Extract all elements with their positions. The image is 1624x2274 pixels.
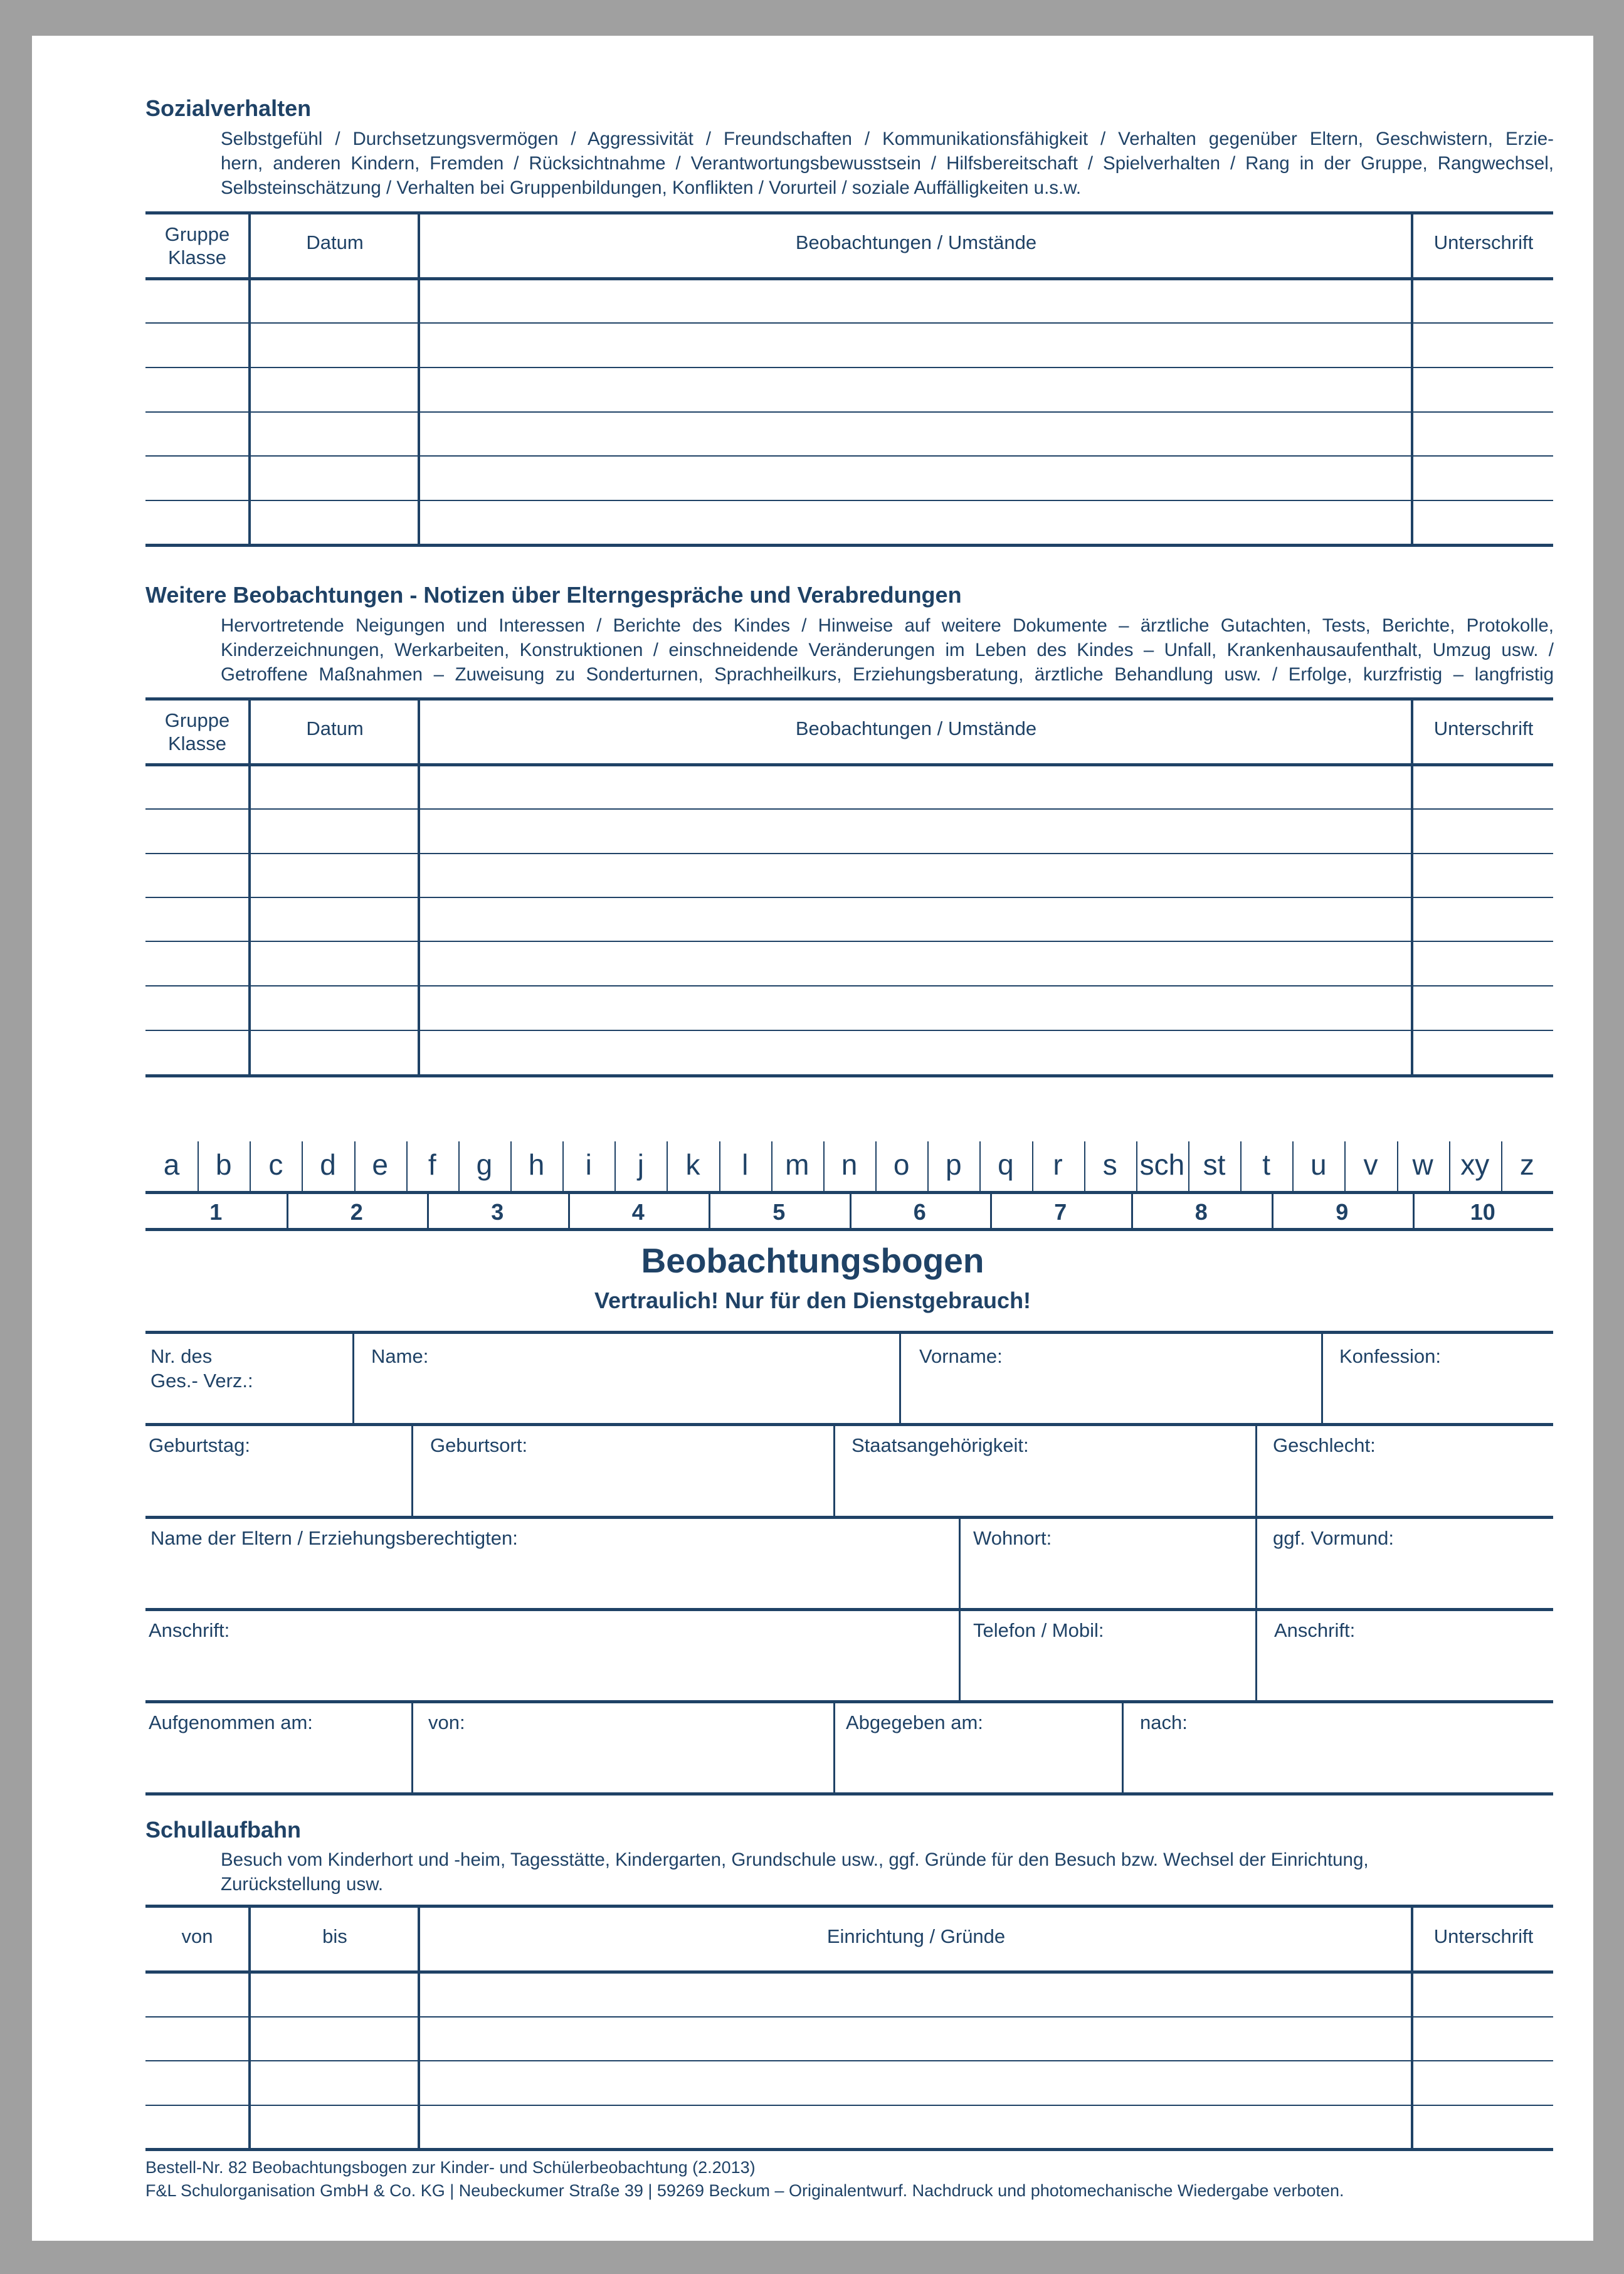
form-row-border — [145, 1792, 1553, 1795]
field-label-abgegeben: Abgegeben am: — [846, 1711, 983, 1733]
number-divider — [709, 1193, 710, 1229]
description-line: Zurückstellung usw. — [221, 1874, 384, 1895]
letter-divider — [406, 1141, 408, 1192]
nach-field[interactable] — [1124, 1703, 1553, 1792]
index-number: 1 — [209, 1199, 223, 1225]
index-letter: r — [1053, 1148, 1063, 1181]
section-title-weitere-beobachtungen: Weitere Beobachtungen - Notizen über Elterngespräche und Verabredungen — [145, 582, 962, 608]
index-letter: u — [1310, 1148, 1327, 1181]
col-header-von: von — [181, 1925, 213, 1947]
telefon-field[interactable] — [961, 1611, 1255, 1700]
table-bottom-border — [145, 1074, 1553, 1077]
number-divider — [1413, 1193, 1415, 1229]
index-number: 8 — [1194, 1199, 1208, 1225]
index-letter: o — [893, 1148, 910, 1181]
field-label-nr: Nr. des Ges.- Verz.: — [150, 1345, 253, 1392]
letter-divider — [1240, 1141, 1242, 1192]
number-divider — [287, 1193, 288, 1229]
col-header-beobachtungen: Beobachtungen / Umstände — [795, 231, 1037, 253]
index-letter: d — [320, 1148, 336, 1181]
field-label-geburtstag: Geburtstag: — [149, 1434, 250, 1456]
description-line: Getroffene Maßnahmen – Zuweisung zu Sonderturnen, Sprachheilkurs, Erziehungsberatung, ärztliche Behandlung usw. / Erfolge, kurzfristig – langfristig — [221, 664, 1554, 685]
form-subtitle: Vertraulich! Nur für den Dienstgebrauch! — [594, 1288, 1031, 1313]
letter-divider — [1292, 1141, 1294, 1192]
letter-divider — [979, 1141, 981, 1192]
index-letter: c — [268, 1148, 283, 1181]
weitere-description — [221, 613, 1554, 687]
description-line: Besuch vom Kinderhort und -heim, Tagesstätte, Kindergarten, Grundschule usw., ggf. Gründe für den Besuch bzw. Wechsel der Einrichtung, — [221, 1849, 1369, 1870]
index-letter: s — [1102, 1148, 1117, 1181]
letter-divider — [667, 1141, 668, 1192]
wohnort-field[interactable] — [961, 1519, 1255, 1608]
field-label-staatsangehoerigkeit: Staatsangehörigkeit: — [852, 1434, 1029, 1456]
index-letter: xy — [1460, 1148, 1490, 1181]
index-letter: sch — [1139, 1148, 1185, 1181]
letter-divider — [1084, 1141, 1085, 1192]
col-header-datum: Datum — [306, 231, 364, 253]
index-number: 6 — [913, 1199, 926, 1225]
description-line: Kinderzeichnungen, Werkarbeiten, Konstruktionen / einschneidende Veränderungen im Leben des Kindes – Unfall, Krankenhausaufenthalt, Umzug usw. / — [221, 640, 1554, 660]
sozialverhalten-description — [221, 127, 1554, 200]
field-label-name: Name: — [371, 1345, 429, 1367]
letter-divider — [1449, 1141, 1450, 1192]
index-letter: st — [1203, 1148, 1226, 1181]
eltern-field[interactable] — [145, 1519, 959, 1608]
index-letter: n — [841, 1148, 858, 1181]
geburtstag-field[interactable] — [145, 1426, 411, 1516]
col-header-unterschrift: Unterschrift — [1433, 1925, 1534, 1947]
letter-divider — [1344, 1141, 1346, 1192]
vorname-field[interactable] — [901, 1334, 1321, 1423]
field-label-geschlecht: Geschlecht: — [1273, 1434, 1376, 1456]
index-letter: a — [163, 1148, 180, 1181]
index-letter: z — [1519, 1148, 1534, 1181]
letter-divider — [1188, 1141, 1189, 1192]
anschrift-vormund-field[interactable] — [1257, 1611, 1553, 1700]
index-number: 9 — [1336, 1199, 1349, 1225]
col-header-unterschrift: Unterschrift — [1433, 717, 1534, 739]
number-divider — [427, 1193, 429, 1229]
field-label-anschrift: Anschrift: — [149, 1619, 230, 1641]
section-title-schullaufbahn: Schullaufbahn — [145, 1817, 302, 1843]
field-label-telefon: Telefon / Mobil: — [973, 1619, 1104, 1641]
geschlecht-field[interactable] — [1257, 1426, 1553, 1516]
index-letter: b — [215, 1148, 232, 1181]
schullaufbahn-entry-area[interactable] — [145, 1974, 1553, 2148]
index-letter: w — [1412, 1148, 1433, 1181]
index-number: 5 — [772, 1199, 786, 1225]
index-letter: j — [637, 1148, 645, 1181]
col-header-gruppe-klasse: Gruppe Klasse — [164, 223, 230, 268]
abgegeben-field[interactable] — [835, 1703, 1122, 1792]
number-divider — [990, 1193, 992, 1229]
index-letter: e — [372, 1148, 388, 1181]
letter-divider — [458, 1141, 460, 1192]
konfession-field[interactable] — [1323, 1334, 1553, 1423]
col-header-unterschrift: Unterschrift — [1433, 231, 1534, 253]
index-letter: g — [476, 1148, 493, 1181]
number-divider — [1131, 1193, 1133, 1229]
letter-divider — [510, 1141, 512, 1192]
vormund-field[interactable] — [1257, 1519, 1553, 1608]
field-label-eltern: Name der Eltern / Erziehungsberechtigten: — [150, 1527, 518, 1549]
nr-ges-verz-field[interactable] — [145, 1334, 352, 1423]
number-divider — [1272, 1193, 1273, 1229]
letter-divider — [719, 1141, 720, 1192]
letter-divider — [1397, 1141, 1398, 1192]
description-line: Selbsteinschätzung / Verhalten bei Gruppenbildungen, Konflikten / Vorurteil / soziale Auffälligkeiten u.s.w. — [221, 177, 1082, 198]
schullaufbahn-description — [221, 1848, 1554, 1896]
footer-order-number: Bestell-Nr. 82 Beobachtungsbogen zur Kinder- und Schülerbeobachtung (2.2013) — [145, 2158, 756, 2177]
description-line: Selbstgefühl / Durchsetzungsvermögen / Aggressivität / Freundschaften / Kommunikationsfähigkeit / Verhalten gegenüber Eltern, Geschwistern, Erzie- — [221, 129, 1554, 149]
staatsangehoerigkeit-field[interactable] — [835, 1426, 1255, 1516]
letter-divider — [927, 1141, 929, 1192]
index-letter: p — [945, 1148, 962, 1181]
von-field[interactable] — [413, 1703, 833, 1792]
number-divider — [850, 1193, 852, 1229]
section-title-sozialverhalten: Sozialverhalten — [145, 95, 312, 121]
col-header-datum: Datum — [306, 717, 364, 739]
index-letter: f — [428, 1148, 436, 1181]
field-label-geburtsort: Geburtsort: — [430, 1434, 528, 1456]
letter-divider — [823, 1141, 825, 1192]
aufgenommen-field[interactable] — [145, 1703, 411, 1792]
letter-divider — [250, 1141, 251, 1192]
description-line: hern, anderen Kindern, Fremden / Rücksichtnahme / Verantwortungsbewusstsein / Hilfsbereitschaft / Spielverhalten / Rang in der Gruppe, Rangwechsel, — [221, 153, 1554, 174]
index-number: 3 — [491, 1199, 504, 1225]
index-letter: v — [1363, 1148, 1378, 1181]
number-divider — [568, 1193, 570, 1229]
index-letter: m — [785, 1148, 809, 1181]
col-header-einrichtung: Einrichtung / Gründe — [826, 1925, 1006, 1947]
index-number: 4 — [631, 1199, 645, 1225]
index-letter: l — [742, 1148, 749, 1181]
field-label-konfession: Konfession: — [1339, 1345, 1441, 1367]
index-number: 10 — [1470, 1199, 1495, 1225]
index-letter: h — [528, 1148, 545, 1181]
letter-divider — [1136, 1141, 1137, 1192]
name-field[interactable] — [354, 1334, 899, 1423]
letter-divider — [302, 1141, 303, 1192]
index-letter: t — [1262, 1148, 1271, 1181]
letter-divider — [875, 1141, 877, 1192]
weitere-entry-area[interactable] — [145, 766, 1553, 1074]
field-label-vormund: ggf. Vormund: — [1273, 1527, 1395, 1549]
letter-divider — [198, 1141, 199, 1192]
table-bottom-border — [145, 544, 1553, 547]
field-label-vorname: Vorname: — [919, 1345, 1003, 1367]
table-bottom-border — [145, 2148, 1553, 2151]
field-label-wohnort: Wohnort: — [973, 1527, 1052, 1549]
letter-divider — [354, 1141, 356, 1192]
col-header-beobachtungen: Beobachtungen / Umstände — [795, 717, 1037, 739]
letter-divider — [771, 1141, 772, 1192]
form-title: Beobachtungsbogen — [641, 1241, 984, 1280]
col-header-bis: bis — [322, 1925, 347, 1947]
footer-publisher: F&L Schulorganisation GmbH & Co. KG | Neubeckumer Straße 39 | 59269 Beckum – Originalentwurf. Nachdruck und photomechanische Wiedergabe verboten. — [145, 2181, 1344, 2200]
geburtsort-field[interactable] — [413, 1426, 833, 1516]
letter-divider — [562, 1141, 564, 1192]
field-label-aufgenommen: Aufgenommen am: — [149, 1711, 313, 1733]
letter-divider — [614, 1141, 616, 1192]
col-header-gruppe-klasse: Gruppe Klasse — [164, 709, 230, 754]
anschrift-field[interactable] — [145, 1611, 959, 1700]
index-letter: q — [998, 1148, 1014, 1181]
description-line: Hervortretende Neigungen und Interessen / Berichte des Kindes / Hinweise auf weitere Dokumente – ärztliche Gutachten, Tests, Berichte, Protokolle, — [221, 615, 1554, 636]
index-letter: i — [585, 1148, 592, 1181]
field-label-nach: nach: — [1140, 1711, 1188, 1733]
index-number: 2 — [350, 1199, 363, 1225]
letter-divider — [1501, 1141, 1502, 1192]
index-number: 7 — [1054, 1199, 1067, 1225]
index-letter: k — [685, 1148, 700, 1181]
field-label-von: von: — [428, 1711, 465, 1733]
field-label-anschrift-vormund: Anschrift: — [1274, 1619, 1356, 1641]
letter-divider — [1032, 1141, 1033, 1192]
sozialverhalten-entry-area[interactable] — [145, 280, 1553, 544]
